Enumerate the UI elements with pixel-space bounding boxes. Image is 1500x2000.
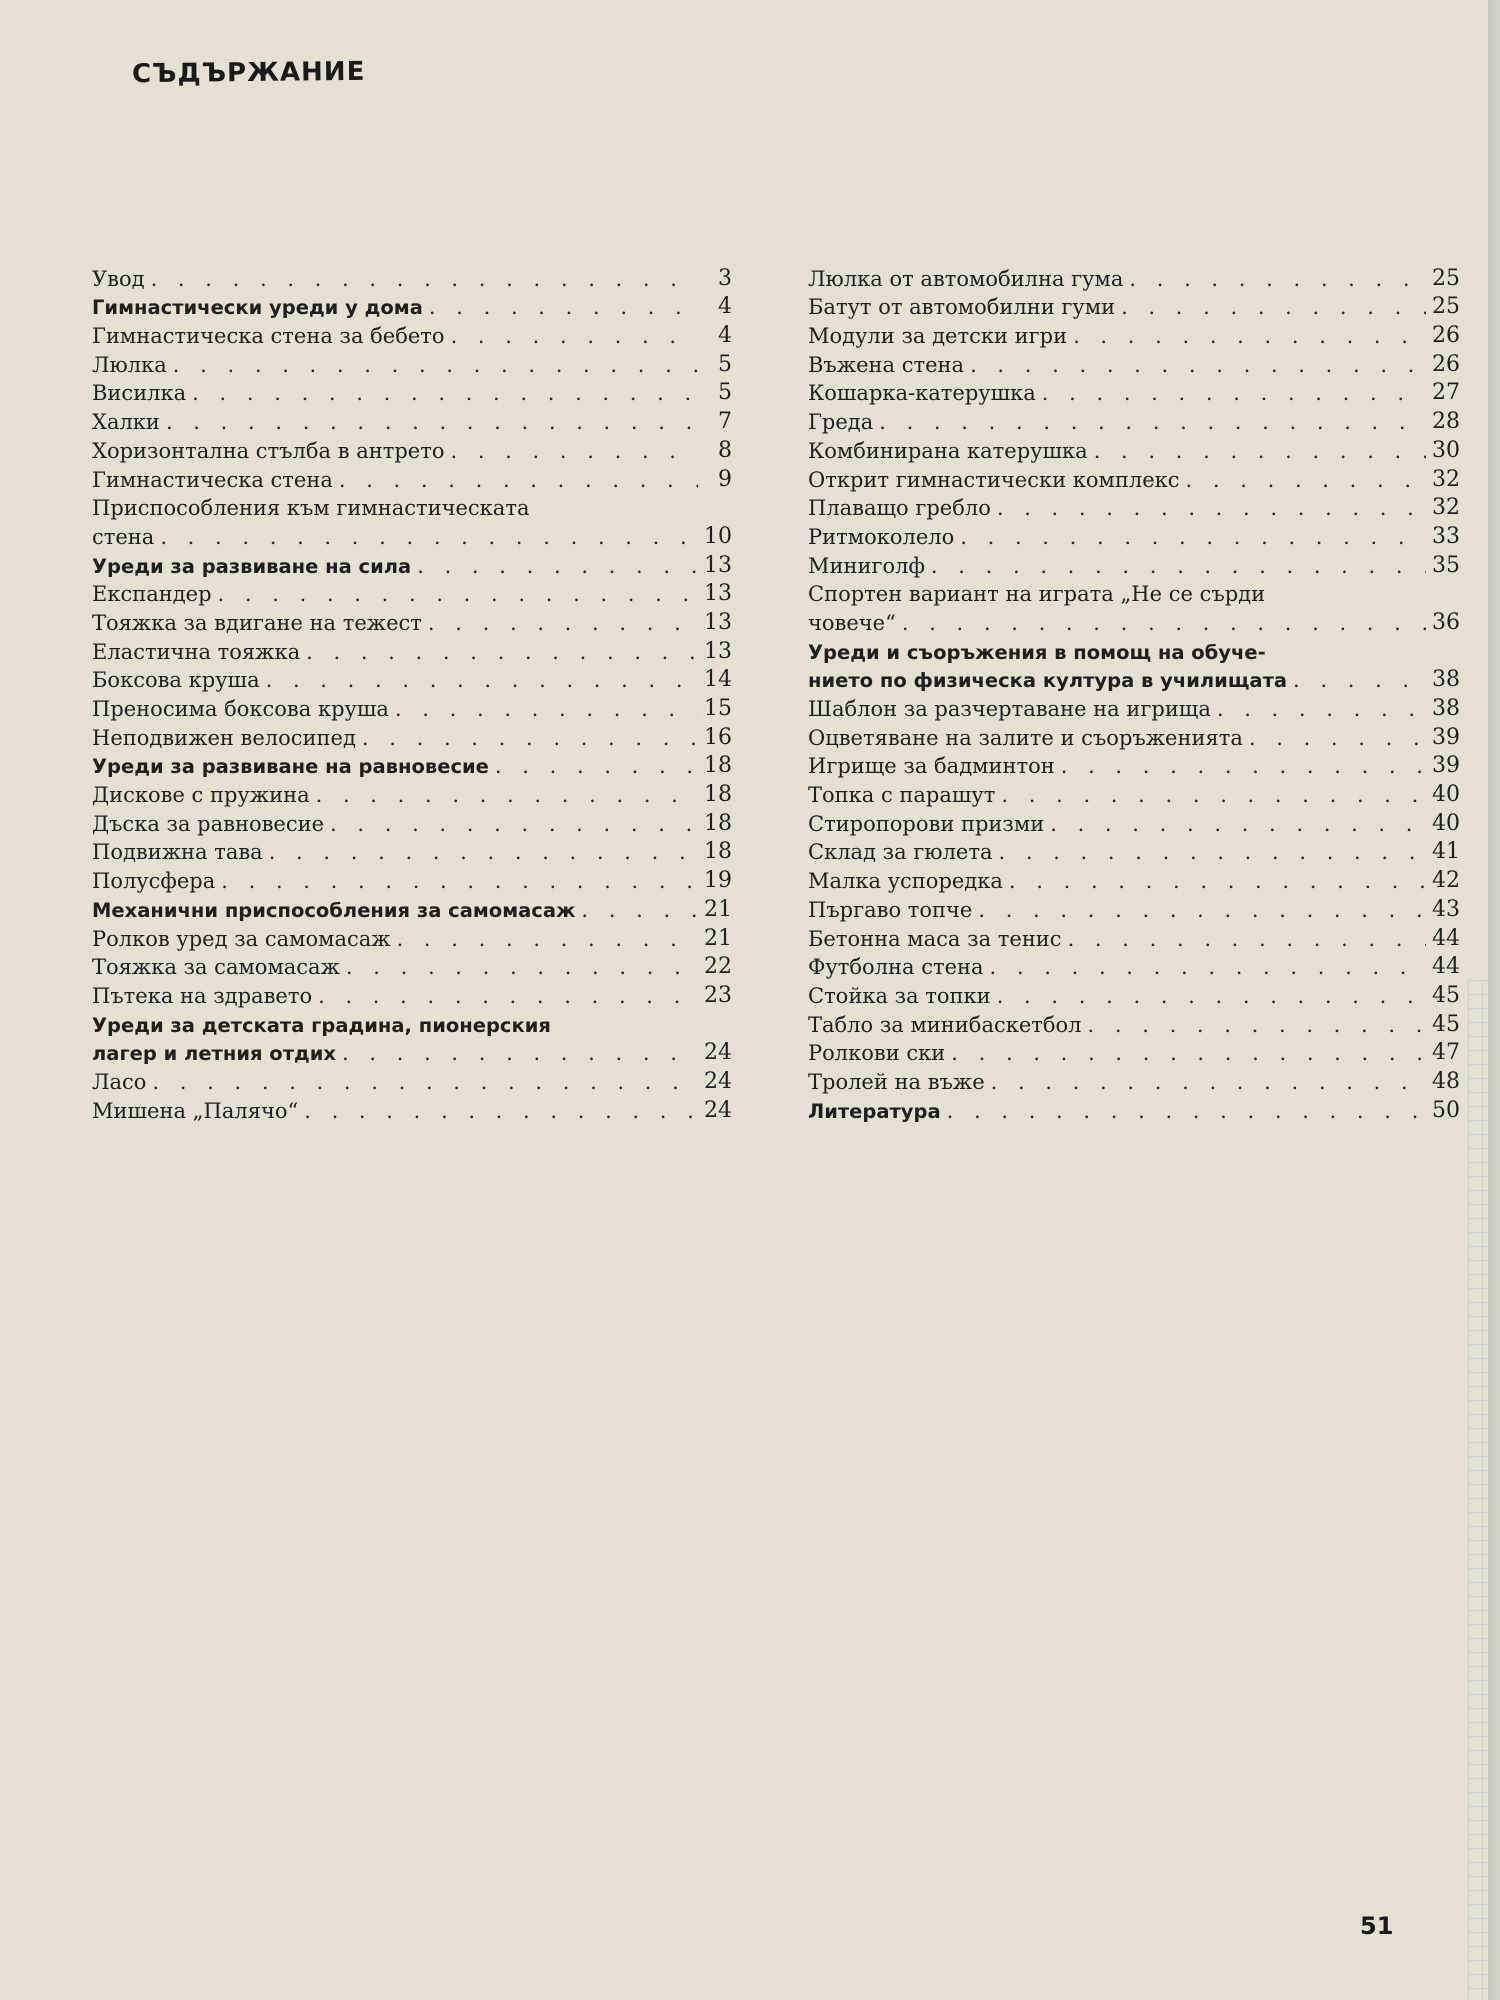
- toc-entry-page: 3: [718, 265, 732, 291]
- toc-entry: [92, 836, 732, 865]
- toc-leader-dots: [422, 611, 698, 635]
- toc-entry-title: Модули за детски игри: [808, 324, 1068, 349]
- toc-entry: [808, 377, 1460, 406]
- toc-entry-title: Въжена стена: [808, 352, 965, 377]
- toc-entry: [808, 864, 1460, 893]
- toc-entry-title: Шаблон за разчертаване на игрища: [808, 697, 1211, 721]
- toc-entry: [808, 692, 1460, 721]
- toc-entry-title: Халки: [92, 410, 160, 435]
- toc-entry: [808, 492, 1460, 521]
- toc-entry-title: Игрище за бадминтон: [808, 754, 1055, 779]
- toc-leader-dots: [1287, 668, 1426, 692]
- toc-entry: [92, 463, 732, 492]
- toc-leader-dots: [300, 640, 698, 664]
- toc-entry: [808, 1065, 1460, 1094]
- toc-entry: [808, 549, 1460, 578]
- toc-entry-title: Тояжка за самомасаж: [92, 955, 340, 980]
- toc-entry-page: 42: [1432, 868, 1460, 894]
- toc-entry-title: Топка с парашут: [808, 783, 996, 808]
- toc-entry-page: 39: [1432, 724, 1460, 750]
- toc-entry-title: Ролкови ски: [808, 1041, 946, 1066]
- toc-entry: [808, 778, 1460, 807]
- toc-entry: [808, 893, 1460, 922]
- toc-leader-dots: [984, 955, 1426, 979]
- toc-entry-page: 13: [704, 552, 732, 578]
- toc-entry-title: Открит гимнастически комплекс: [808, 467, 1180, 492]
- toc-entry-title: Уреди и съоръжения в помощ на обуче-: [808, 640, 1266, 664]
- toc-entry-title: Литература: [808, 1099, 941, 1123]
- toc-entry-title: Боксова круша: [92, 668, 260, 693]
- toc-entry-title: Тролей на въже: [808, 1069, 985, 1094]
- toc-leader-dots: [215, 869, 698, 893]
- toc-entry-page: 14: [704, 667, 732, 693]
- toc-right-column: [808, 262, 1460, 1123]
- toc-entry-title: Батут от автомобилни гуми: [808, 295, 1116, 320]
- toc-entry-page: 24: [704, 1097, 732, 1123]
- toc-leader-dots: [1003, 869, 1426, 893]
- toc-entry-page: 38: [1432, 696, 1460, 721]
- toc-leader-dots: [941, 1099, 1426, 1123]
- toc-entry-page: 4: [718, 294, 732, 320]
- next-page-edge: [1488, 0, 1500, 2000]
- toc-entry: [808, 1094, 1460, 1123]
- toc-entry: [808, 434, 1460, 463]
- toc-entry: [92, 348, 732, 377]
- toc-leader-dots: [389, 697, 698, 721]
- toc-entry-title: Стойка за топки: [808, 983, 991, 1008]
- toc-leader-dots: [1115, 295, 1426, 319]
- toc-entry-page: 30: [1432, 437, 1460, 463]
- toc-entry: [92, 750, 732, 779]
- toc-entry: [92, 807, 732, 836]
- toc-entry: [808, 319, 1460, 348]
- toc-entry-title: Подвижна тава: [92, 840, 263, 865]
- toc-leader-dots: [333, 468, 698, 492]
- toc-leader-dots: [964, 353, 1426, 377]
- toc-leader-dots: [991, 496, 1426, 520]
- toc-entry-title: Ритмоколело: [808, 524, 955, 549]
- toc-entry-title: лагер и летния отдих: [92, 1042, 336, 1066]
- toc-entry: [808, 664, 1460, 693]
- toc-leader-dots: [1211, 697, 1426, 721]
- toc-entry: [92, 578, 732, 607]
- toc-entry: [92, 1008, 732, 1037]
- toc-leader-dots: [411, 554, 698, 578]
- toc-entry-page: 25: [1432, 265, 1460, 291]
- toc-entry-page: 48: [1432, 1068, 1460, 1094]
- toc-leader-dots: [263, 840, 698, 864]
- toc-leader-dots: [445, 324, 698, 348]
- toc-entry: [92, 606, 732, 635]
- toc-leader-dots: [985, 1070, 1426, 1094]
- toc-entry: [92, 1037, 732, 1066]
- toc-entry-page: 45: [1432, 1011, 1460, 1037]
- toc-entry-title: Малка успоредка: [808, 869, 1003, 894]
- toc-entry: [808, 348, 1460, 377]
- toc-entry-title: Тояжка за вдигане на тежест: [92, 610, 422, 635]
- page-title: СЪДЪРЖАНИЕ: [131, 56, 366, 90]
- toc-entry-title: Миниголф: [808, 553, 925, 578]
- toc-entry: [92, 721, 732, 750]
- toc-entry: [92, 979, 732, 1008]
- toc-entry-title: Оцветяване на залите и съоръженията: [808, 725, 1243, 750]
- toc-entry-page: 25: [1432, 294, 1460, 320]
- toc-entry: [808, 635, 1460, 664]
- toc-leader-dots: [1062, 927, 1426, 951]
- toc-entry-title: стена: [92, 524, 155, 549]
- toc-entry: [808, 951, 1460, 980]
- toc-entry-page: 26: [1432, 323, 1460, 349]
- toc-leader-dots: [993, 840, 1427, 864]
- toc-entry: [92, 434, 732, 463]
- toc-entry-title: Гимнастическа стена за бебето: [92, 324, 445, 349]
- toc-leader-dots: [423, 295, 698, 319]
- toc-leader-dots: [896, 611, 1426, 635]
- toc-entry: [808, 922, 1460, 951]
- toc-entry-title: Приспособления към гимнастическата: [92, 496, 530, 521]
- toc-entry-title: Гимнастическа стена: [92, 467, 333, 492]
- toc-entry-page: 18: [704, 810, 732, 836]
- toc-leader-dots: [945, 1041, 1426, 1065]
- toc-entry-title: Полусфера: [92, 869, 216, 894]
- toc-entry-title: Табло за минибаскетбол: [808, 1012, 1082, 1037]
- toc-entry: [808, 979, 1460, 1008]
- toc-entry-title: Дискове с пружина: [92, 783, 310, 808]
- toc-entry-page: 5: [718, 351, 732, 377]
- toc-entry-page: 43: [1432, 896, 1460, 922]
- toc-leader-dots: [925, 554, 1426, 578]
- toc-entry-title: Греда: [808, 410, 874, 435]
- toc-entry: [808, 405, 1460, 434]
- toc-leader-dots: [995, 783, 1426, 807]
- toc-entry-title: Пътека на здравето: [92, 983, 313, 1008]
- toc-entry-page: 50: [1432, 1097, 1460, 1123]
- toc-entry: [808, 836, 1460, 865]
- toc-leader-dots: [972, 898, 1426, 922]
- toc-leader-dots: [312, 984, 698, 1008]
- toc-entry: [808, 606, 1460, 635]
- toc-entry-page: 32: [1432, 466, 1460, 492]
- toc-leader-dots: [336, 1041, 698, 1065]
- toc-entry-title: Ролков уред за самомасаж: [92, 926, 391, 951]
- toc-entry: [808, 520, 1460, 549]
- toc-entry: [92, 1094, 732, 1123]
- toc-entry-page: 44: [1432, 925, 1460, 951]
- toc-entry-page: 15: [704, 696, 732, 721]
- toc-leader-dots: [146, 1070, 698, 1094]
- toc-leader-dots: [212, 582, 698, 606]
- toc-leader-dots: [324, 812, 698, 836]
- toc-entry-title: човече“: [808, 610, 896, 635]
- toc-entry-page: 39: [1432, 753, 1460, 779]
- toc-leader-dots: [154, 525, 698, 549]
- toc-entry-title: Дъска за равновесие: [92, 811, 325, 836]
- toc-leader-dots: [145, 267, 698, 291]
- toc-entry-title: Футболна стена: [808, 955, 984, 980]
- toc-leader-dots: [1243, 726, 1426, 750]
- toc-entry: [92, 778, 732, 807]
- toc-left-column: [92, 262, 732, 1123]
- toc-entry-title: Увод: [92, 266, 145, 291]
- page-number: 51: [1360, 1912, 1394, 1940]
- toc-entry-page: 26: [1432, 351, 1460, 377]
- toc-leader-dots: [1088, 439, 1426, 463]
- toc-entry-page: 40: [1432, 782, 1460, 808]
- toc-leader-dots: [260, 668, 698, 692]
- background-grid-paper: [1468, 980, 1488, 2000]
- toc-leader-dots: [873, 410, 1426, 434]
- toc-entry: [92, 492, 732, 521]
- toc-entry-page: 28: [1432, 409, 1460, 435]
- toc-entry-title: Преносима боксова круша: [92, 697, 389, 721]
- toc-leader-dots: [298, 1099, 698, 1123]
- toc-entry: [808, 750, 1460, 779]
- toc-entry-page: 10: [704, 523, 732, 549]
- toc-entry-title: Уреди за детската градина, пионерския: [92, 1013, 551, 1037]
- toc-entry-page: 13: [704, 638, 732, 664]
- toc-entry: [92, 405, 732, 434]
- toc-entry-title: Механични приспособления за самомасаж: [92, 898, 576, 922]
- toc-entry: [808, 1037, 1460, 1066]
- toc-leader-dots: [1123, 267, 1426, 291]
- toc-leader-dots: [356, 726, 698, 750]
- toc-entry-title: Хоризонтална стълба в антрето: [92, 438, 445, 463]
- toc-entry-page: 35: [1432, 552, 1460, 578]
- toc-entry-page: 33: [1432, 523, 1460, 549]
- toc-entry-page: 22: [704, 954, 732, 980]
- toc-leader-dots: [391, 927, 698, 951]
- toc-entry-page: 24: [704, 1068, 732, 1094]
- toc-entry-title: Ласо: [92, 1069, 147, 1094]
- toc-entry-title: Уреди за развиване на равновесие: [92, 755, 489, 779]
- toc-entry-page: 9: [718, 466, 732, 492]
- toc-entry-title: Еластична тояжка: [92, 639, 301, 664]
- toc-entry-title: Пъргаво топче: [808, 897, 973, 922]
- toc-entry-page: 32: [1432, 495, 1460, 521]
- toc-entry-title: Неподвижен велосипед: [92, 725, 356, 750]
- toc-leader-dots: [991, 984, 1426, 1008]
- toc-entry-page: 7: [718, 409, 732, 435]
- toc-entry-page: 18: [704, 839, 732, 865]
- toc-entry-page: 36: [1432, 609, 1460, 635]
- toc-entry: [92, 893, 732, 922]
- toc-entry-title: Бетонна маса за тенис: [808, 926, 1062, 951]
- toc-entry: [808, 578, 1460, 607]
- toc-leader-dots: [340, 955, 698, 979]
- toc-entry: [92, 692, 732, 721]
- toc-entry-page: 21: [704, 896, 732, 922]
- toc-entry: [92, 377, 732, 406]
- toc-entry: [808, 721, 1460, 750]
- toc-entry: [92, 319, 732, 348]
- toc-leader-dots: [1055, 754, 1426, 778]
- toc-entry-title: Комбинирана катерушка: [808, 438, 1088, 463]
- toc-entry: [92, 951, 732, 980]
- toc-leader-dots: [186, 381, 698, 405]
- toc-entry: [808, 1008, 1460, 1037]
- toc-entry-page: 40: [1432, 810, 1460, 836]
- toc-entry-title: нието по физическа култура в училищата: [808, 669, 1288, 693]
- toc-entry-title: Люлка от автомобилна гума: [808, 266, 1124, 291]
- toc-entry: [92, 1065, 732, 1094]
- toc-leader-dots: [160, 410, 698, 434]
- toc-leader-dots: [954, 525, 1426, 549]
- toc-entry: [92, 262, 732, 291]
- toc-entry-page: 4: [718, 323, 732, 349]
- toc-entry-page: 19: [704, 868, 732, 894]
- toc-entry-title: Кошарка-катерушка: [808, 381, 1036, 406]
- toc-leader-dots: [1180, 468, 1426, 492]
- toc-leader-dots: [1067, 324, 1426, 348]
- toc-entry: [808, 262, 1460, 291]
- toc-leader-dots: [1036, 381, 1426, 405]
- toc-leader-dots: [1082, 1013, 1426, 1037]
- toc-entry: [92, 864, 732, 893]
- toc-entry-title: Уреди за развиване на сила: [92, 554, 412, 578]
- toc-entry: [808, 807, 1460, 836]
- toc-entry-title: Плаващо гребло: [808, 496, 991, 521]
- toc-entry: [92, 635, 732, 664]
- toc-entry: [92, 922, 732, 951]
- toc-entry: [808, 463, 1460, 492]
- toc-entry: [92, 291, 732, 320]
- toc-entry: [808, 291, 1460, 320]
- toc-entry-title: Спортен вариант на играта „Не се сърди: [808, 582, 1266, 607]
- toc-entry-page: 18: [704, 753, 732, 779]
- toc-entry-page: 13: [704, 609, 732, 635]
- toc-leader-dots: [575, 898, 698, 922]
- toc-entry-page: 5: [718, 380, 732, 406]
- toc-entry-title: Стиропорови призми: [808, 811, 1045, 836]
- toc-entry-page: 24: [704, 1040, 732, 1066]
- toc-entry-title: Мишена „Палячо“: [92, 1098, 299, 1123]
- toc-entry-page: 45: [1432, 982, 1460, 1008]
- toc-entry-page: 21: [704, 925, 732, 951]
- toc-entry-page: 8: [718, 437, 732, 463]
- toc-leader-dots: [167, 353, 698, 377]
- toc-entry: [92, 520, 732, 549]
- toc-entry-page: 23: [704, 982, 732, 1008]
- toc-leader-dots: [489, 754, 698, 778]
- toc-entry-title: Склад за гюлета: [808, 840, 993, 865]
- toc-entry-page: 18: [704, 782, 732, 808]
- toc-entry-page: 27: [1432, 380, 1460, 406]
- toc-leader-dots: [444, 439, 698, 463]
- toc-entry: [92, 549, 732, 578]
- toc-entry-title: Гимнастически уреди у дома: [92, 296, 423, 320]
- toc-entry-page: 41: [1432, 839, 1460, 865]
- toc-entry-page: 44: [1432, 954, 1460, 980]
- toc-entry-title: Висилка: [92, 381, 187, 406]
- toc-leader-dots: [310, 783, 698, 807]
- toc-entry-page: 13: [704, 581, 732, 607]
- toc-entry-page: 16: [704, 724, 732, 750]
- toc-entry-page: 38: [1432, 667, 1460, 693]
- toc-entry-title: Експандер: [92, 582, 212, 607]
- toc-entry-title: Люлка: [92, 352, 167, 377]
- toc-entry: [92, 664, 732, 693]
- toc-entry-page: 47: [1432, 1040, 1460, 1066]
- toc-leader-dots: [1044, 812, 1426, 836]
